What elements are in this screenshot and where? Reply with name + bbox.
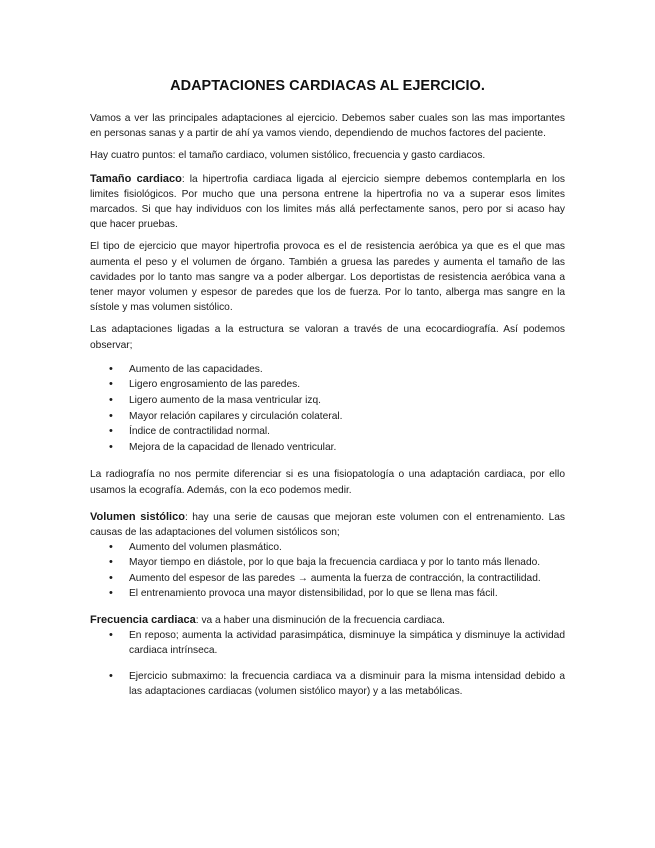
list-item: • Aumento del espesor de las paredes → aumenta la fuerza de contracción, la contractilidad. [90,571,565,586]
list-item: • Índice de contractilidad normal. [90,424,565,440]
list-item: • Mayor relación capilares y circulación colateral. [90,409,565,425]
tamano-paragraph-2: El tipo de ejercicio que mayor hipertrofia provoca es el de resistencia aeróbica ya que es el que mas aumenta el peso y el volumen de órgano. También a gruesa las paredes y aumenta el tamaño de las cavidades por lo tanto mas sangre va a poder albergar. Los deportistas de resistencia aeróbica vana a tener mayor volumen y espesor de paredes que los de fuerza. Por lo tanto, alberga mas sangre en la sístole y mas volumen sistólico. [90,241,565,314]
list-item: • El entrenamiento provoca una mayor distensibilidad, por lo que se llena mas fácil. [90,586,565,601]
frecuencia-list [90,628,565,699]
document-title: ADAPTACIONES CARDIACAS AL EJERCICIO. [170,78,485,94]
frecuencia-heading: Frecuencia cardiaca [90,614,196,627]
tamano-list [90,362,565,456]
list-item: • Mejora de la capacidad de llenado ventricular. [90,440,565,456]
list-item: • En reposo; aumenta la actividad parasimpática, disminuye la simpática y disminuye la actividad cardiaca intrínseca. [90,628,565,658]
list-item: • Aumento del volumen plasmático. [90,540,565,555]
volumen-heading: Volumen sistólico [90,510,185,523]
tamano-paragraph [90,172,565,233]
tamano-paragraph-3: Las adaptaciones ligadas a la estructura se valoran a través de una ecocardiografía. Así podemos observar; [90,324,565,351]
frecuencia-text: : va a haber una disminución de la frecuencia cardiaca. [195,615,445,627]
tamano-text: : la hipertrofia cardiaca ligada al ejercicio siempre debemos contemplarla en los limites fisiológicos. Por mucho que una persona entrene la hipertrofia no va a superar esos limites marcados. Si que hay individuos con los limites más allá perfectamente sanos, pero por si acaso hay que hacer pruebas. [90,173,565,231]
volumen-paragraph [90,510,565,540]
points-paragraph: Hay cuatro puntos: el tamaño cardiaco, volumen sistólico, frecuencia y gasto cardiacos. [90,150,486,162]
intro-paragraph: Vamos a ver las principales adaptaciones al ejercicio. Debemos saber cuales son las mas importantes en personas sanas y a partir de ahí ya vamos viendo, dependiendo de muchos factores del paciente. [90,113,565,140]
volumen-text: : hay una serie de causas que mejoran este volumen con el entrenamiento. Las causas de las adaptaciones del volumen sistólicos son; [90,511,566,539]
volumen-list [90,540,565,601]
list-item: • Mayor tiempo en diástole, por lo que baja la frecuencia cardiaca y por lo tanto más llenado. [90,555,565,570]
tamano-paragraph-4: La radiografía no nos permite diferenciar si es una fisiopatología o una adaptación cardiaca, por ello usamos la ecografía. Además, con la eco podemos medir. [90,469,565,496]
list-item: • Aumento de las capacidades. [90,362,565,378]
list-item: • Ligero aumento de la masa ventricular izq. [90,393,565,409]
tamano-heading: Tamaño cardiaco [90,172,182,185]
list-item: • Ligero engrosamiento de las paredes. [90,377,565,393]
list-item: • Ejercicio submaximo: la frecuencia cardiaca va a disminuir para la misma intensidad debido a las adaptaciones cardiacas (volumen sistólico mayor) y a las metabólicas. [90,669,565,699]
frecuencia-paragraph [90,613,565,628]
